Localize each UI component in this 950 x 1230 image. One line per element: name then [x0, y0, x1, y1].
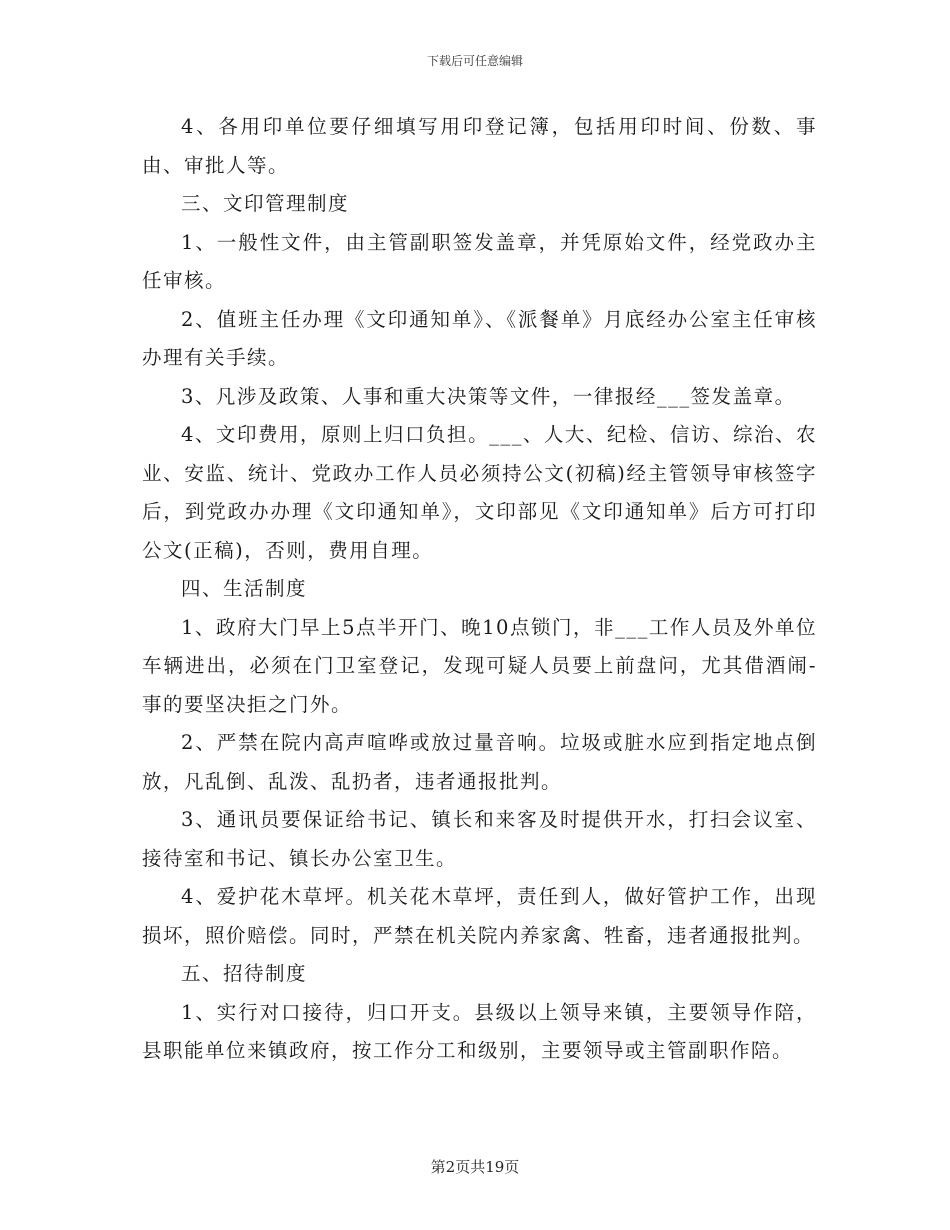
- paragraph-noise-garbage: 2、严禁在院内高声喧哗或放过量音响。垃圾或脏水应到指定地点倒放，凡乱倒、乱泼、乱扔者，违者通报批判。: [142, 731, 817, 793]
- header-note: 下载后可任意编辑: [426, 54, 523, 68]
- paragraph-reception-rules: 1、实行对口接待，归口开支。县级以上领导来镇，主要领导作陪，县职能单位来镇政府，按工作分工和级别，主要领导或主管副职作陪。: [142, 1000, 817, 1062]
- paragraph-general-documents: 1、一般性文件，由主管副职签发盖章，并凭原始文件，经党政办主任审核。: [142, 230, 817, 292]
- section-heading-printing: 三、文印管理制度: [181, 192, 350, 215]
- paragraph-gate-hours: 1、政府大门早上5点半开门、晚10点锁门，非___工作人员及外单位车辆进出，必须在门卫室登记，发现可疑人员要上前盘问，尤其借酒闹-事的要坚决拒之门外。: [142, 615, 817, 716]
- page-number: 第2页共19页: [430, 1158, 520, 1176]
- paragraph-policy-documents: 3、凡涉及政策、人事和重大决策等文件，一律报经___签发盖章。: [181, 384, 796, 408]
- section-heading-reception: 五、招待制度: [181, 962, 308, 985]
- document-body: [142, 108, 817, 1071]
- paragraph-duty-director: 2、值班主任办理《文印通知单》、《派餐单》月底经办公室主任审核办理有关手续。: [142, 307, 817, 369]
- section-heading-living: 四、生活制度: [181, 577, 308, 600]
- paragraph-lawn-care: 4、爱护花木草坪。机关花木草坪，责任到人，做好管护工作，出现损坏，照价赔偿。同时，严禁在机关院内养家禽、牲畜，违者通报批判。: [142, 885, 817, 947]
- paragraph-seal-register: 4、各用印单位要仔细填写用印登记簿，包括用印时间、份数、事由、审批人等。: [142, 115, 817, 177]
- paragraph-orderly-duties: 3、通讯员要保证给书记、镇长和来客及时提供开水，打扫会议室、接待室和书记、镇长办公室卫生。: [142, 808, 817, 870]
- paragraph-printing-fees: 4、文印费用，原则上归口负担。___、人大、纪检、信访、综治、农业、安监、统计、党政办工作人员必须持公文(初稿)经主管领导审核签字后，到党政办办理《文印通知单》，文印部见《文印通知单》后方可打印公文(正稿)，否则，费用自理。: [142, 423, 817, 562]
